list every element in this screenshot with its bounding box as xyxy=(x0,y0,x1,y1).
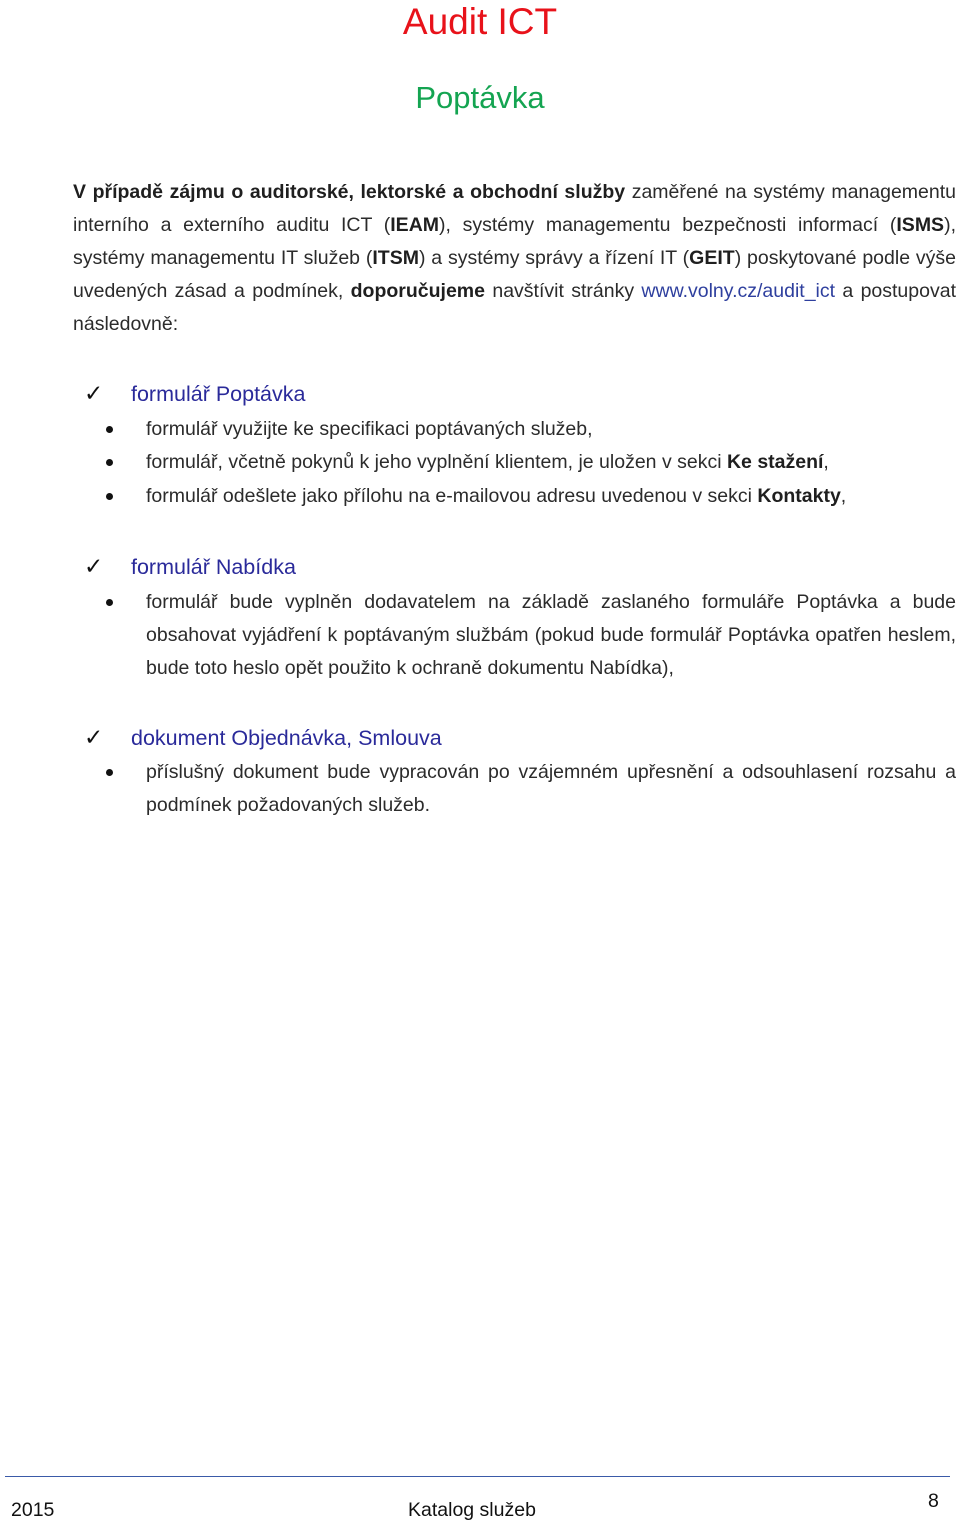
list-item xyxy=(106,756,956,822)
section-heading-poptavka xyxy=(84,378,305,409)
list-item xyxy=(106,413,956,446)
section-heading-objednavka xyxy=(84,722,442,753)
checkmark-icon: ✓ xyxy=(84,380,104,406)
intro-text: ) a systémy správy a řízení IT ( xyxy=(418,247,690,269)
checkmark-icon: ✓ xyxy=(84,724,104,750)
abbr-isms: ISMS xyxy=(896,214,945,236)
section-ref-kontakty: Kontakty xyxy=(757,485,841,507)
list-item-text: formulář, včetně pokynů k jeho vyplnění klientem, je uložen v sekci Ke stažení, xyxy=(146,451,829,473)
section-heading-label: formulář Poptávka xyxy=(131,382,306,406)
list-item xyxy=(106,586,956,685)
bullet-icon xyxy=(106,426,113,433)
section-heading-nabidka xyxy=(84,551,296,582)
abbr-geit: GEIT xyxy=(689,247,735,269)
footer-catalog-title: Katalog služeb xyxy=(408,1499,536,1521)
list-item-text: příslušný dokument bude vypracován po vzájemném upřesnění a odsouhlasení rozsahu a podmínek požadovaných služeb. xyxy=(146,761,956,816)
intro-recommend: doporučujeme xyxy=(350,280,485,302)
bullet-icon xyxy=(106,599,113,606)
intro-text: navštívit stránky xyxy=(485,280,642,302)
section-heading-label: dokument Objednávka, Smlouva xyxy=(131,726,442,750)
website-link[interactable]: www.volny.cz/audit_ict xyxy=(641,280,836,302)
section-heading-label: formulář Nabídka xyxy=(131,555,296,579)
footer-year: 2015 xyxy=(11,1499,55,1521)
checkmark-icon: ✓ xyxy=(84,553,104,579)
bullet-icon xyxy=(106,493,113,500)
list-item-text: formulář odešlete jako přílohu na e-mailovou adresu uvedenou v sekci Kontakty, xyxy=(146,485,847,507)
abbr-itsm: ITSM xyxy=(372,247,419,269)
intro-text: ) poskytované podle výše uvedených zásad a podmínek, xyxy=(73,247,956,302)
section-ref-ke-stazeni: Ke stažení xyxy=(726,451,824,473)
intro-paragraph xyxy=(73,176,956,341)
bullet-icon xyxy=(106,769,113,776)
list-item-text: formulář využijte ke specifikaci poptávaných služeb, xyxy=(146,418,593,440)
bullet-icon xyxy=(106,459,113,466)
intro-text: zaměřené na systémy managementu interního a externího auditu ICT ( xyxy=(73,181,956,236)
page-title: Audit ICT xyxy=(402,1,558,42)
abbr-ieam: IEAM xyxy=(390,214,440,236)
intro-text: a postupovat následovně: xyxy=(73,280,956,335)
intro-lead: V případě zájmu o auditorské, lektorské a obchodní služby xyxy=(73,181,626,203)
intro-text: ), systémy managementu bezpečnosti informací ( xyxy=(439,214,897,236)
footer-divider xyxy=(5,1476,950,1477)
list-item xyxy=(106,480,956,513)
page-number: 8 xyxy=(928,1490,939,1512)
list-item xyxy=(106,446,956,479)
page-subtitle: Poptávka xyxy=(415,80,545,115)
intro-text: ), systémy managementu IT služeb ( xyxy=(73,214,956,269)
list-item-text: formulář bude vyplněn dodavatelem na základě zaslaného formuláře Poptávka a bude obsahovat vyjádření k poptávaným službám (pokud bude formulář Poptávka opatřen heslem, bude toto heslo opět použito k ochraně dokumentu Nabídka), xyxy=(146,591,956,679)
